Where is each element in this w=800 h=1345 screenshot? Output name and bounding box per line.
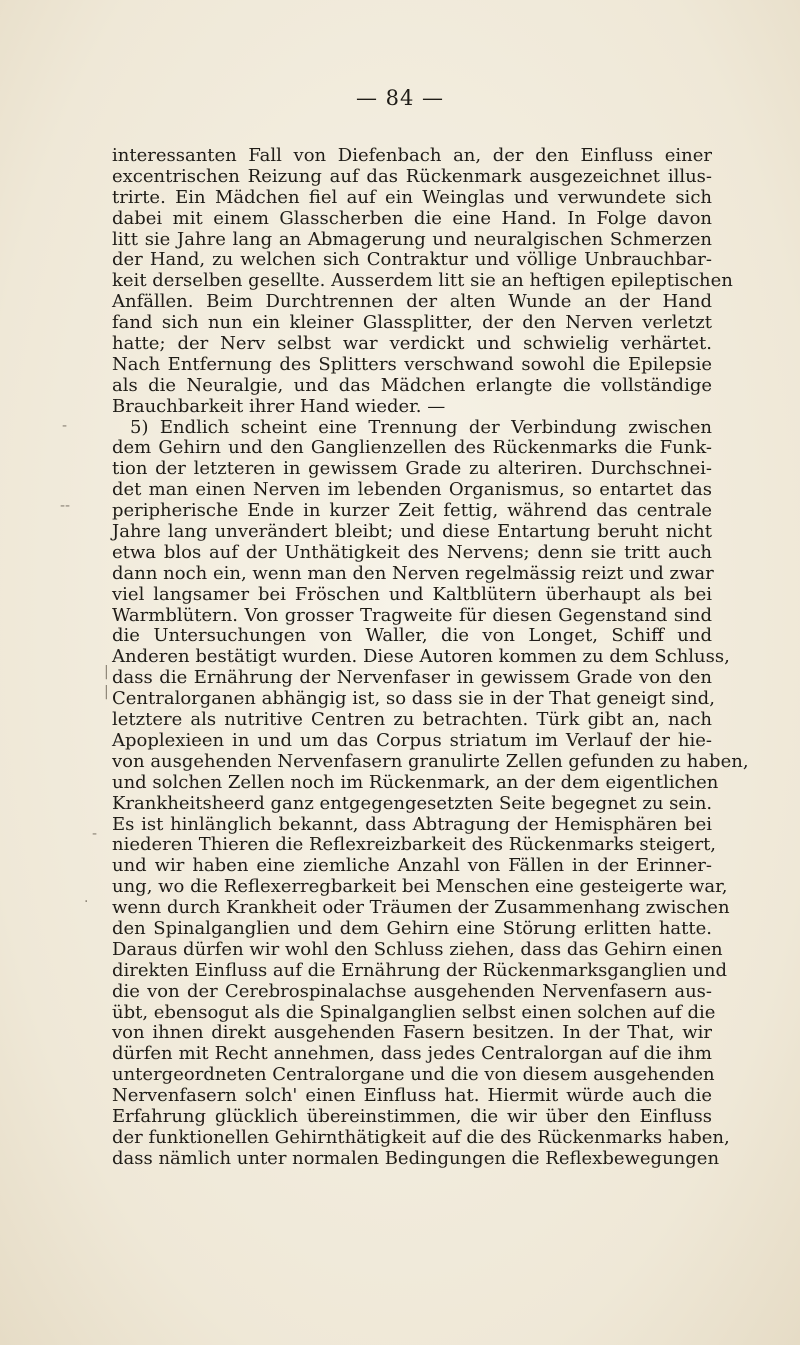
- text-line: Nach Entfernung des Splitters verschwand sowohl die Epilepsie: [112, 353, 712, 375]
- text-line: dürfen mit Recht annehmen, dass jedes Centralorgan auf die ihm: [112, 1043, 712, 1065]
- text-line: interessanten Fall von Diefenbach an, der den Einfluss einer: [112, 145, 712, 166]
- text-line: etwa blos auf der Unthätigkeit des Nervens; denn sie tritt auch: [112, 541, 712, 563]
- text-line: viel langsamer bei Fröschen und Kaltblütern überhaupt als bei: [112, 583, 712, 605]
- text-line: Anderen bestätigt wurden. Diese Autoren kommen zu dem Schluss,: [112, 646, 730, 668]
- text-line: Nervenfasern solch' einen Einfluss hat. Hiermit würde auch die: [112, 1085, 712, 1107]
- text-line: Erfahrung glücklich übereinstimmen, die wir über den Einfluss: [112, 1105, 712, 1127]
- text-line: von ihnen direkt ausgehenden Fasern besitzen. In der That, wir: [112, 1022, 712, 1044]
- body-text: [112, 145, 749, 1170]
- text-line: dann noch ein, wenn man den Nerven regelmässig reizt und zwar: [112, 562, 714, 584]
- text-line: Es ist hinlänglich bekannt, dass Abtragung der Hemisphären bei: [112, 813, 712, 835]
- margin-pencil-mark: .: [84, 890, 89, 906]
- text-line: dem Gehirn und den Ganglienzellen des Rückenmarks die Funk-: [112, 437, 712, 459]
- text-line: die Untersuchungen von Waller, die von Longet, Schiff und: [112, 625, 712, 647]
- text-line: peripherische Ende in kurzer Zeit fettig, während das centrale: [112, 500, 712, 522]
- text-line: der funktionellen Gehirnthätigkeit auf die des Rückenmarks haben,: [112, 1126, 730, 1148]
- text-line: Anfällen. Beim Durchtrennen der alten Wunde an der Hand: [112, 291, 712, 313]
- text-line: dass nämlich unter normalen Bedingungen die Reflexbewegungen: [112, 1147, 720, 1169]
- text-line: der Hand, zu welchen sich Contraktur und völlige Unbrauchbar-: [112, 249, 712, 271]
- text-line: Centralorganen abhängig ist, so dass sie in der That geneigt sind,: [112, 688, 715, 710]
- text-line: übt, ebensogut als die Spinalganglien selbst einen solchen auf die: [112, 1001, 716, 1023]
- text-line: wenn durch Krankheit oder Träumen der Zusammenhang zwischen: [112, 897, 730, 919]
- text-line: den Spinalganglien und dem Gehirn eine Störung erlitten hatte.: [112, 917, 712, 939]
- text-line: keit derselben gesellte. Ausserdem litt sie an heftigen epileptischen: [112, 270, 733, 292]
- text-line: Warmblütern. Von grosser Tragweite für diesen Gegenstand sind: [112, 604, 712, 626]
- text-line: Jahre lang unverändert bleibt; und diese Entartung beruht nicht: [112, 521, 712, 543]
- text-line: tion der letzteren in gewissem Grade zu alteriren. Durchschnei-: [112, 458, 712, 480]
- text-line: untergeordneten Centralorgane und die von diesem ausgehenden: [112, 1064, 715, 1086]
- text-line: von ausgehenden Nervenfasern granulirte Zellen gefunden zu haben,: [112, 750, 749, 772]
- margin-pencil-mark: -: [62, 418, 68, 434]
- text-line: excentrischen Reizung auf das Rückenmark ausgezeichnet illus-: [112, 165, 712, 187]
- text-line: Apoplexieen in und um das Corpus striatum im Verlauf der hie-: [112, 729, 712, 751]
- margin-pencil-mark: |: [104, 684, 109, 700]
- text-line: Daraus dürfen wir wohl den Schluss ziehen, dass das Gehirn einen: [112, 938, 723, 960]
- text-line: dabei mit einem Glasscherben die eine Hand. In Folge davon: [112, 207, 712, 229]
- text-line: ung, wo die Reflexerregbarkeit bei Menschen eine gesteigerte war,: [112, 876, 728, 898]
- text-line: Brauchbarkeit ihrer Hand wieder. —: [112, 395, 446, 417]
- text-line: dass die Ernährung der Nervenfaser in gewissem Grade von den: [112, 667, 712, 689]
- text-line: trirte. Ein Mädchen fiel auf ein Weinglas und verwundete sich: [112, 186, 712, 208]
- text-line: niederen Thieren die Reflexreizbarkeit des Rückenmarks steigert,: [112, 834, 717, 856]
- page-number: — 84 —: [355, 86, 445, 110]
- text-line: fand sich nun ein kleiner Glassplitter, der den Nerven verletzt: [112, 312, 712, 334]
- text-line: hatte; der Nerv selbst war verdickt und schwielig verhärtet.: [112, 333, 712, 355]
- text-line: letztere als nutritive Centren zu betrachten. Türk gibt an, nach: [112, 709, 712, 731]
- text-line: 5) Endlich scheint eine Trennung der Verbindung zwischen: [130, 416, 712, 438]
- margin-pencil-mark: --: [60, 498, 71, 514]
- text-line: det man einen Nerven im lebenden Organismus, so entartet das: [112, 479, 712, 501]
- text-line: die von der Cerebrospinalachse ausgehenden Nervenfasern aus-: [112, 980, 712, 1002]
- text-line: Krankheitsheerd ganz entgegengesetzten Seite begegnet zu sein.: [112, 792, 713, 814]
- text-line: und solchen Zellen noch im Rückenmark, an der dem eigentlichen: [112, 771, 719, 793]
- text-line: als die Neuralgie, und das Mädchen erlangte die vollständige: [112, 374, 712, 396]
- text-line: litt sie Jahre lang an Abmagerung und neuralgischen Schmerzen: [112, 228, 712, 250]
- margin-pencil-mark: |: [104, 664, 109, 680]
- text-line: und wir haben eine ziemliche Anzahl von Fällen in der Erinner-: [112, 855, 712, 877]
- text-line: direkten Einfluss auf die Ernährung der Rückenmarksganglien und: [112, 959, 727, 981]
- margin-pencil-mark: -: [92, 826, 98, 842]
